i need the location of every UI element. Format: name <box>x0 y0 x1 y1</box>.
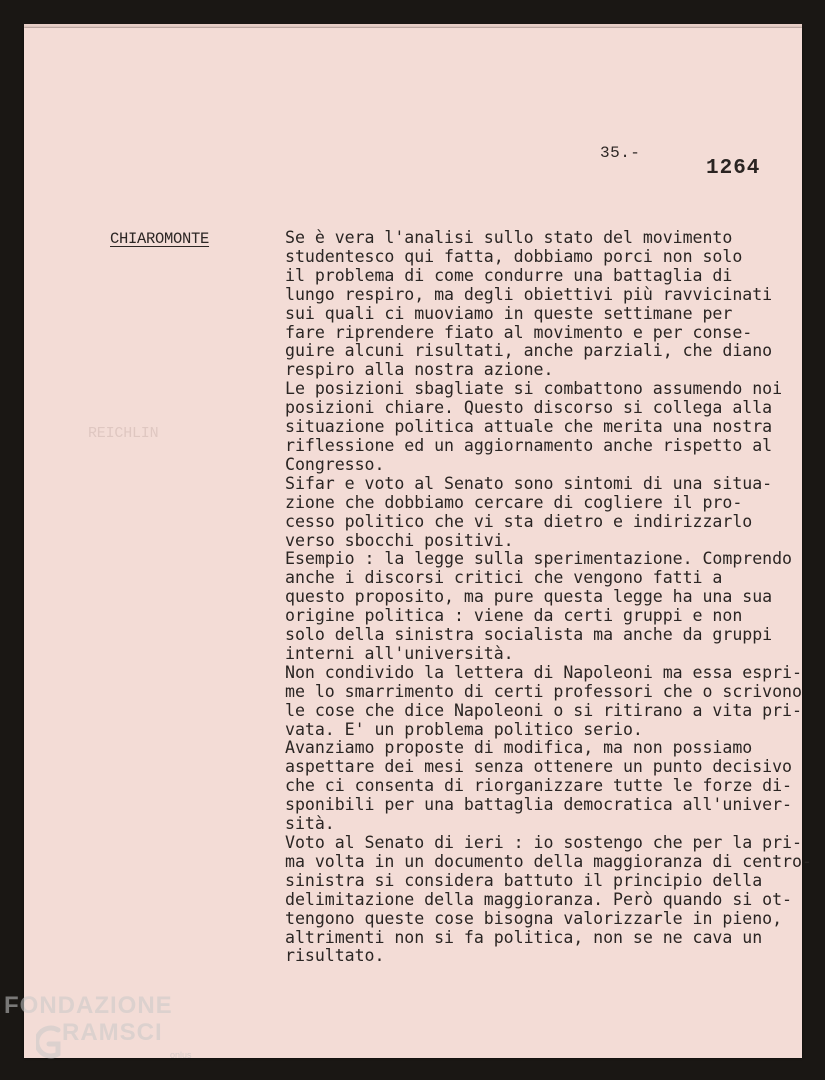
text-line: situazione politica attuale che merita una nostra <box>285 417 773 437</box>
text-line: Sifar e voto al Senato sono sintomi di una situa- <box>285 473 773 493</box>
text-line: sità. <box>285 814 335 834</box>
archive-number: 1264 <box>706 157 761 180</box>
text-line: lungo respiro, ma degli obiettivi più ravvicinati <box>285 284 773 304</box>
text-line: Congresso. <box>285 454 385 474</box>
text-line: zione che dobbiamo cercare di cogliere il pro- <box>285 492 743 512</box>
text-line: solo della sinistra socialista ma anche da gruppi <box>285 625 773 645</box>
text-line: vata. E' un problema politico serio. <box>285 719 643 739</box>
speaker-name: CHIAROMONTE <box>110 230 210 248</box>
text-line: le cose che dice Napoleoni o si ritirano a vita pri- <box>285 700 802 720</box>
text-line: Se è vera l'analisi sullo stato del movimento <box>285 228 733 247</box>
text-line: riflessione ed un aggiornamento anche rispetto al <box>285 435 773 455</box>
text-line: respiro alla nostra azione. <box>285 360 554 380</box>
text-line: altrimenti non si fa politica, non se ne cava un <box>285 927 763 947</box>
text-line: sinistra si considera battuto il principio della <box>285 870 763 890</box>
text-line: posizioni chiare. Questo discorso si collega alla <box>285 398 773 418</box>
text-line: Voto al Senato di ieri : io sostengo che per la pri- <box>285 833 802 852</box>
text-line: aspettare dei mesi senza ottenere un punto decisivo <box>285 757 792 777</box>
text-line: fare riprendere fiato al movimento e per conse- <box>285 322 753 342</box>
watermark-line2: RAMSCI <box>62 1019 163 1046</box>
text-line: interni all'università. <box>285 643 514 663</box>
text-line: origine politica : viene da certi gruppi e non <box>285 606 743 626</box>
text-line: cesso politico che vi sta dietro e indirizzarlo <box>285 511 753 531</box>
text-line: Le posizioni sbagliate si combattono assumendo noi <box>285 379 783 399</box>
watermark-suffix: onlus <box>170 1050 192 1060</box>
text-line: Esempio : la legge sulla sperimentazione. Comprendo <box>285 549 792 569</box>
text-line: tengono queste cose bisogna valorizzarle in pieno, <box>285 908 783 928</box>
text-line: delimitazione della maggioranza. Però quando si ot- <box>285 889 792 909</box>
text-line: anche i discorsi critici che vengono fatti a <box>285 568 723 588</box>
text-line: questo proposito, ma pure questa legge ha una sua <box>285 587 773 607</box>
text-line: me lo smarrimento di certi professori che o scrivono <box>285 681 802 701</box>
watermark-g-icon <box>36 1022 62 1062</box>
text-line: Non condivido la lettera di Napoleoni ma essa espri- <box>285 662 802 682</box>
text-line: sui quali ci muoviamo in queste settimane per <box>285 303 733 323</box>
text-line: sponibili per una battaglia democratica all'univer- <box>285 795 792 815</box>
text-line: ma volta in un documento della maggioranza di centro- <box>285 851 812 871</box>
text-line: studentesco qui fatta, dobbiamo porci non solo <box>285 246 743 266</box>
watermark-logo <box>4 988 204 1080</box>
text-line: Avanziamo proposte di modifica, ma non possiamo <box>285 738 753 758</box>
text-line: verso sbocchi positivi. <box>285 530 514 550</box>
text-line: guire alcuni risultati, anche parziali, che diano <box>285 341 773 361</box>
watermark-line1: FONDAZIONE <box>4 992 173 1019</box>
speech-text <box>285 228 812 966</box>
text-line: risultato. <box>285 946 385 966</box>
page-number: 35.- <box>600 144 641 162</box>
text-line: che ci consenta di riorganizzare tutte le forze di- <box>285 776 792 796</box>
ghost-speaker-name: REICHLIN <box>88 425 159 442</box>
text-line: il problema di come condurre una battaglia di <box>285 265 733 285</box>
